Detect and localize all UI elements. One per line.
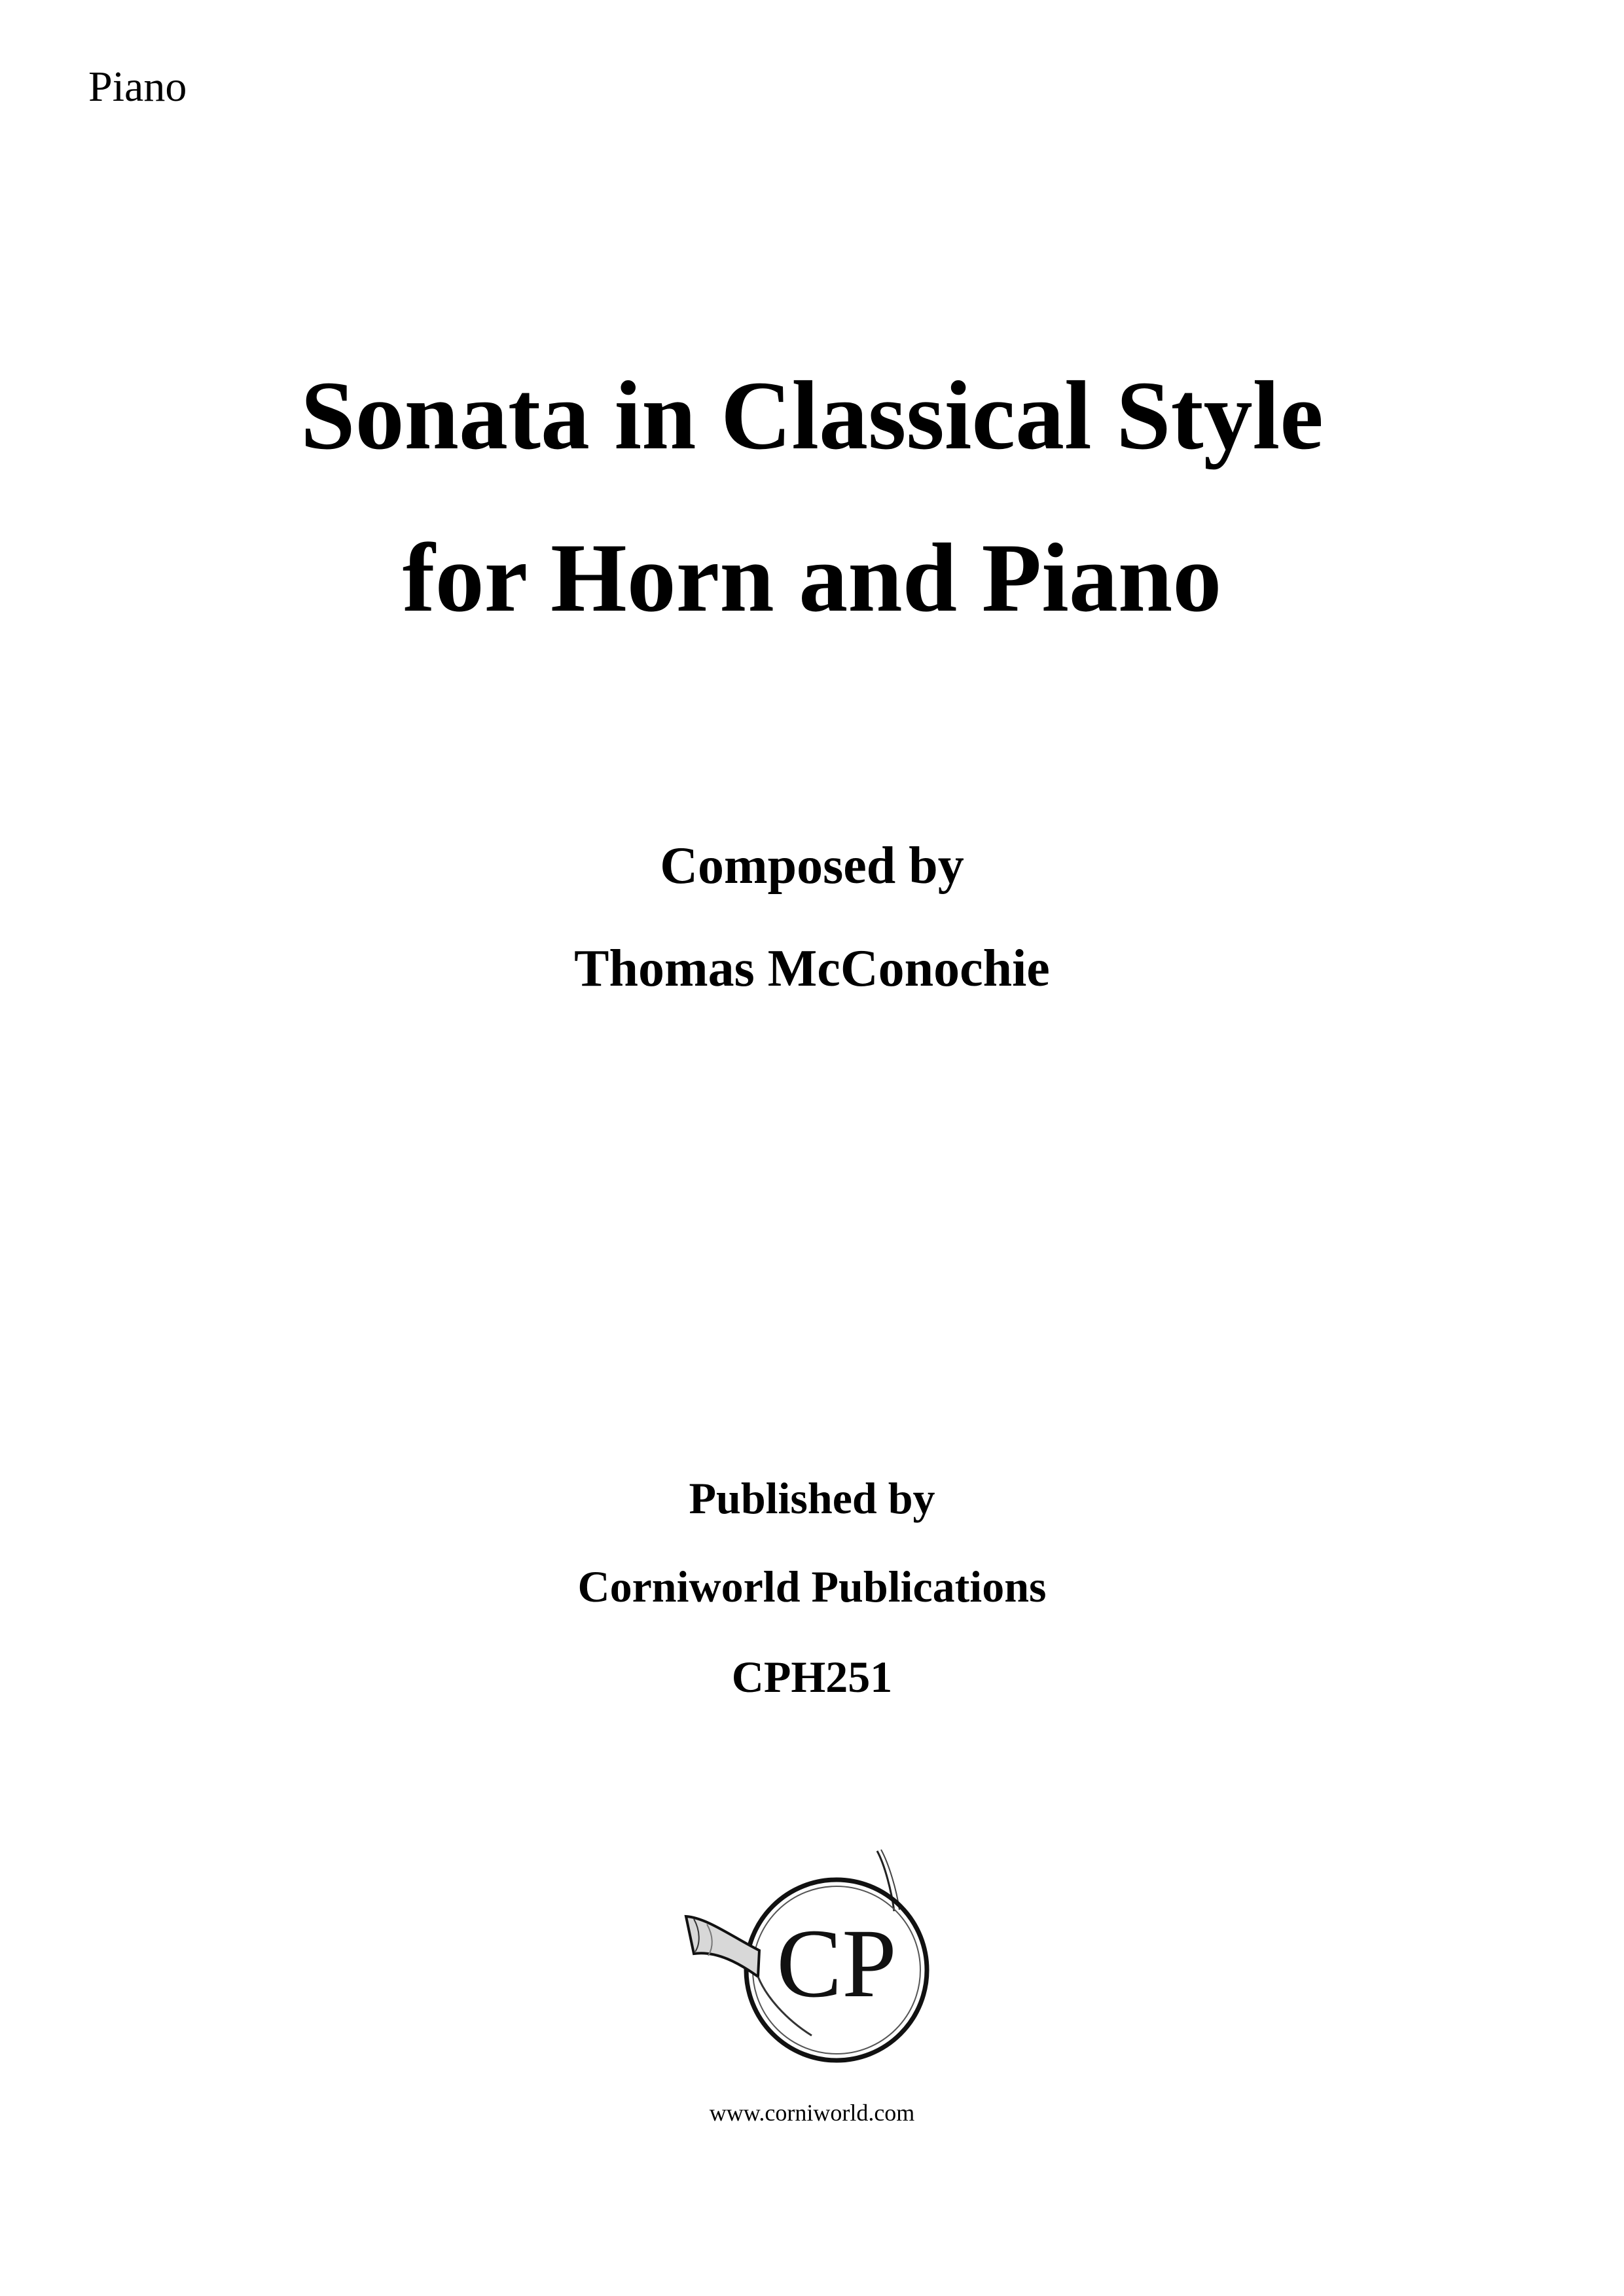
title-line-1: Sonata in Classical Style xyxy=(300,361,1324,470)
published-by-label: Published by xyxy=(689,1473,935,1523)
composer-name: Thomas McConochie xyxy=(574,940,1050,997)
svg-text:CP: CP xyxy=(776,1909,897,2018)
website-url: www.corniworld.com xyxy=(709,2100,915,2126)
horn-cp-logo-icon xyxy=(681,1839,956,2088)
title-line-2: for Horn and Piano xyxy=(402,524,1222,632)
part-label: Piano xyxy=(88,63,187,111)
publisher-name: Corniworld Publications xyxy=(577,1562,1047,1611)
composed-by-label: Composed by xyxy=(660,837,964,895)
catalog-number: CPH251 xyxy=(731,1652,893,1702)
